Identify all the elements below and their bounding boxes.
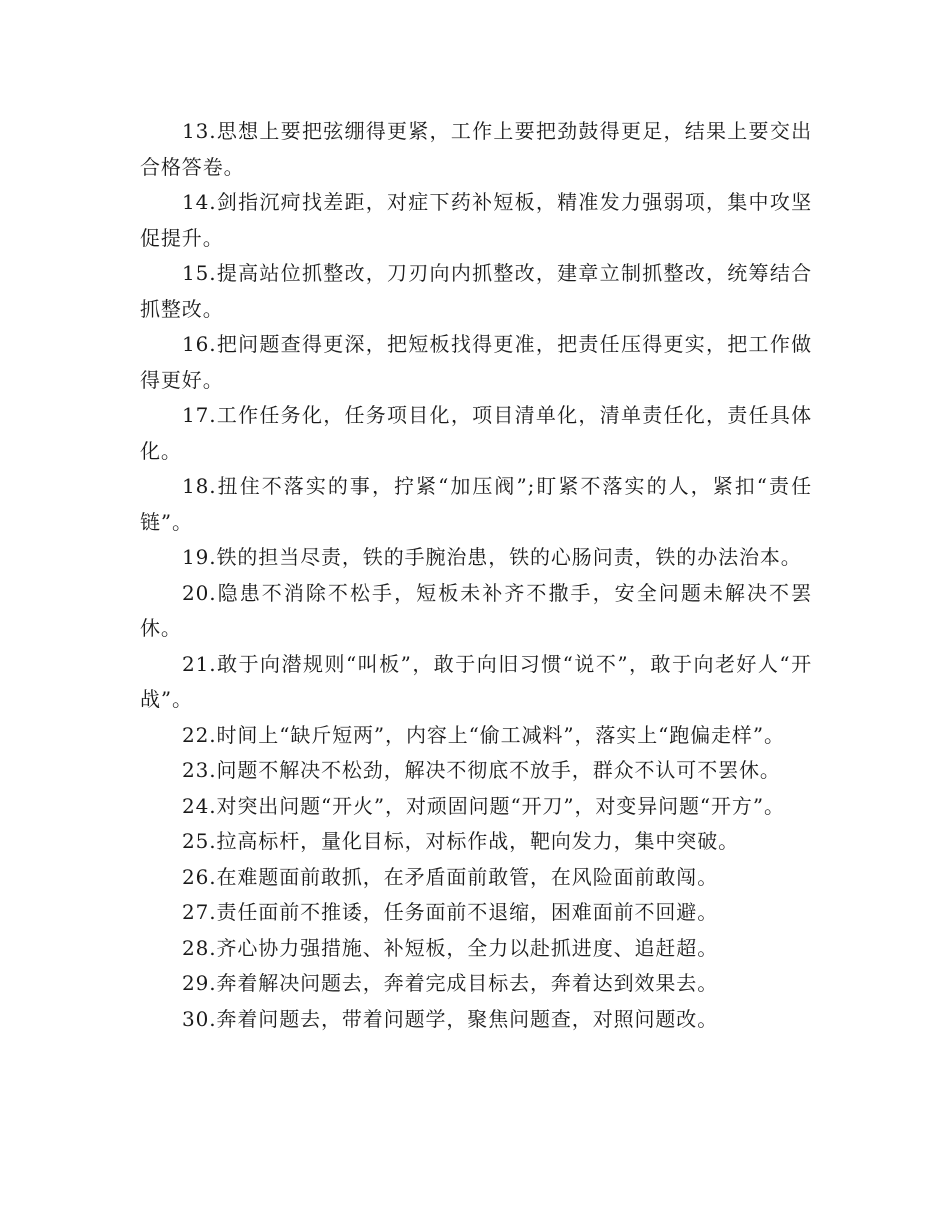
list-item-30: 30.奔着问题去，带着问题学，聚焦问题查，对照问题改。 (182, 1006, 719, 1031)
list-item-17: 17.工作任务化，任务项目化，项目清单化，清单责任化，责任具体化。 (140, 403, 812, 463)
list-item-23: 23.问题不解决不松劲，解决不彻底不放手，群众不认可不罢休。 (182, 758, 781, 782)
list-item-29: 29.奔着解决问题去，奔着完成目标去，奔着达到效果去。 (182, 971, 719, 995)
list-item-19: 19.铁的担当尽责，铁的手腕治患，铁的心肠问责，铁的办法治本。 (182, 545, 802, 569)
list-item-15: 15.提高站位抓整改，刀刃向内抓整改，建章立制抓整改，统筹结合抓整改。 (140, 261, 812, 321)
list-item-20: 20.隐患不消除不松手，短板未补齐不撒手，安全问题未解决不罢休。 (140, 580, 812, 640)
list-item-24: 24.对突出问题“开火”，对顽固问题“开刀”，对变异问题“开方”。 (182, 793, 785, 818)
list-item-27: 27.责任面前不推诿，任务面前不退缩，困难面前不回避。 (182, 900, 719, 924)
document-body (140, 114, 812, 1037)
list-item-13: 13.思想上要把弦绷得更紧，工作上要把劲鼓得更足，结果上要交出合格答卷。 (140, 119, 812, 179)
list-item-18: 18.扭住不落实的事，拧紧“加压阀”;盯紧不落实的人，紧扣“责任链”。 (140, 474, 812, 534)
list-item-22: 22.时间上“缺斤短两”，内容上“偷工减料”，落实上“跑偏走样”。 (182, 722, 785, 747)
list-item-25: 25.拉高标杆，量化目标，对标作战，靶向发力，集中突破。 (182, 829, 740, 853)
list-item-26: 26.在难题面前敢抓，在矛盾面前敢管，在风险面前敢闯。 (182, 864, 719, 889)
list-item-21: 21.敢于向潜规则“叫板”，敢于向旧习惯“说不”，敢于向老好人“开战”。 (140, 651, 812, 711)
list-item-14: 14.剑指沉疴找差距，对症下药补短板，精准发力强弱项，集中攻坚促提升。 (140, 190, 812, 250)
list-item-16: 16.把问题查得更深，把短板找得更准，把责任压得更实，把工作做得更好。 (140, 332, 812, 392)
list-item-28: 28.齐心协力强措施、补短板，全力以赴抓进度、追赶超。 (182, 935, 719, 960)
